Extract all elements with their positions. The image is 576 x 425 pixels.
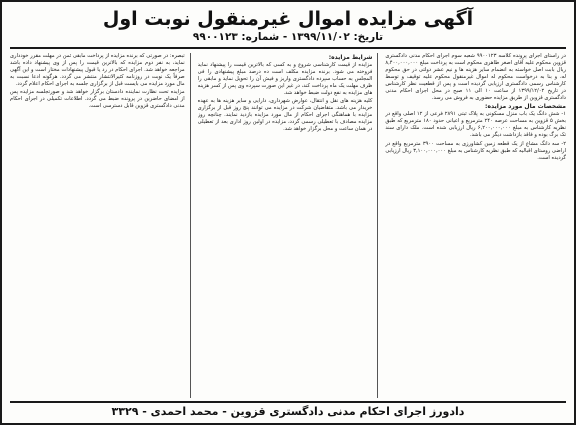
column-middle xyxy=(198,53,379,398)
column-right xyxy=(385,53,566,398)
signature-line: دادورز اجرای احکام مدنی دادگستری قزوین - محمد احمدی - ۳۳۲۹ xyxy=(111,405,465,418)
closing-paragraph: مزایده تحت نظارت نماینده دادستان برگزار خواهد شد و صورتجلسه مزایده پس از امضای حاضرین در پرونده ضبط می گردد. اطلاعات تکمیلی در اجرای احکام مدنی دادگستری قزوین قابل دسترسی است. xyxy=(10,89,185,110)
property-item-2: ۲- سه دانگ مشاع از یک قطعه زمین کشاورزی به مساحت ۳۹۰۰ مترمربع واقع در اراضی روستای اقبالیه که طبق نظریه کارشناس به مبلغ ۳,۱۰۰,۰۰۰,۰۰۰ ریال ارزیابی گردیده است. xyxy=(385,140,566,161)
terms-paragraph-2: کلیه هزینه های نقل و انتقال، عوارض شهرداری، دارایی و سایر هزینه ها به عهده خریدار می باشد. متقاضیان شرکت در مزایده می توانند پنج روز قبل از برگزاری مزایده با هماهنگی اجرای احکام از مال مورد مزایده بازدید نمایند. چنانچه روز مزایده مصادف با تعطیلی رسمی گردد، مزایده در اولین روز اداری بعد از تعطیلی در همان ساعت و محل برگزار خواهد شد. xyxy=(197,98,373,133)
notice-title: آگهی مزایده اموال غیرمنقول نوبت اول xyxy=(102,8,474,30)
notice-header xyxy=(10,8,566,49)
terms-heading: شرایط مزایده: xyxy=(328,54,373,61)
column-left xyxy=(10,53,191,398)
notice-body xyxy=(10,53,566,398)
property-heading: مشخصات مال مورد مزایده: xyxy=(485,103,566,111)
notice-footer xyxy=(10,401,566,419)
terms-paragraph-1: مزایده از قیمت کارشناسی شروع و به کسی که بالاترین قیمت را پیشنهاد نماید فروخته می شود. برنده مزایده مکلف است ده درصد مبلغ پیشنهادی را فی المجلس به حساب سپرده دادگستری واریز و فیش آن را تحویل نماید و مابقی را ظرف مهلت یک ماه پرداخت کند، در غیر این صورت سپرده وی پس از کسر هزینه های مزایده به نفع دولت ضبط خواهد شد. xyxy=(197,62,373,97)
notice-date-line: تاریخ: ۱۳۹۹/۱۱/۰۲ - شماره: ۹۹۰۰۱۲۳ xyxy=(192,31,384,43)
intro-paragraph: در راستای اجرای پرونده کلاسه ۹۹۰۰۱۲۳ شعبه سوم اجرای احکام مدنی دادگستری قزوین محکوم علیه آقای اصغر طاهری محکوم است به پرداخت مبلغ ۸,۴۰۰,۰۰۰,۰۰۰ ریال بابت اصل خواسته به انضمام سایر هزینه ها و نیم عشر دولتی در حق محکوم له، و بنا به درخواست محکوم له اموال غیرمنقول محکوم علیه توقیف و توسط کارشناس رسمی دادگستری ارزیابی گردیده است و پس از قطعیت نظر کارشناس در تاریخ ۱۳۹۹/۱۲/۰۲ از ساعت ۱۰ الی ۱۱ صبح در محل اجرای احکام مدنی دادگستری قزوین از طریق مزایده حضوری به فروش می رسد. xyxy=(385,53,566,102)
notes-paragraph: تبصره: در صورتی که برنده مزایده از پرداخت مابقی ثمن در مهلت مقرر خودداری نماید، به نفر دوم مزایده که بالاترین قیمت را پس از وی پیشنهاد داده باشد مراجعه خواهد شد. اجرای احکام در رد یا قبول پیشنهادات مختار است و این آگهی صرفاً یک نوبت در روزنامه کثیرالانتشار منتشر می گردد. هرگونه ادعا نسبت به مال مورد مزایده می بایست قبل از برگزاری جلسه به اجرای احکام اعلام گردد. xyxy=(10,53,185,88)
property-item-1: ۱- شش دانگ یک باب منزل مسکونی به پلاک ثبتی ۲۸۹۱ فرعی از ۱۲ اصلی واقع در بخش ۵ قزوین به مساحت عرصه ۲۴۰ مترمربع و اعیانی حدود ۱۸۰ مترمربع که طبق نظریه کارشناس به مبلغ ۶,۲۰۰,۰۰۰,۰۰۰ ریال ارزیابی شده است. ملک دارای سند تک برگ بوده و فاقد بازداشت دیگر می باشد. xyxy=(385,111,566,139)
